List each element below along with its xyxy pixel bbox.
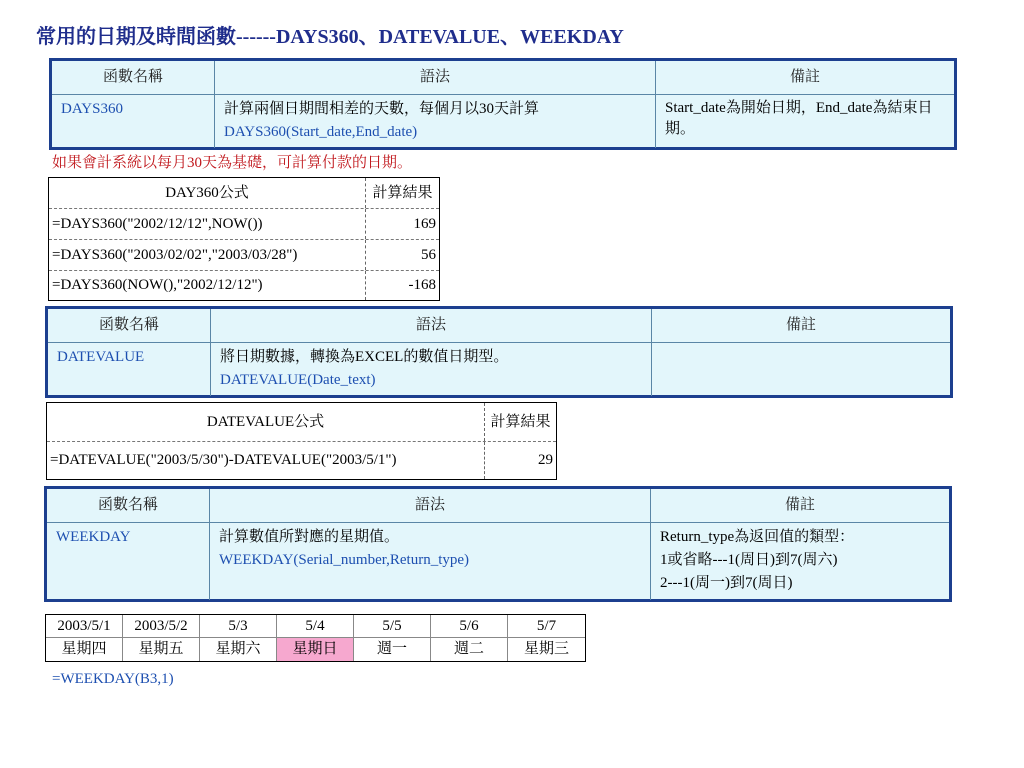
formula-cell: =DAYS360("2003/02/02","2003/03/28") bbox=[49, 240, 366, 270]
datevalue-info-table bbox=[45, 306, 953, 398]
date-cell: 5/5 bbox=[354, 615, 431, 638]
header-result: 計算結果 bbox=[490, 414, 551, 430]
weekday-info-table bbox=[44, 486, 952, 602]
table-header bbox=[49, 178, 439, 209]
date-cell: 5/4 bbox=[277, 615, 354, 638]
header-formula: DAY360公式 bbox=[49, 178, 366, 208]
func-remark: Start_date為開始日期，End_date為結束日期。 bbox=[665, 100, 933, 137]
table-header bbox=[47, 489, 949, 523]
formula-cell: =DAYS360(NOW(),"2002/12/12") bbox=[49, 271, 366, 300]
remark-cell bbox=[651, 523, 949, 600]
table-header bbox=[52, 61, 954, 95]
func-remark-line: 2---1(周一)到7(周日) bbox=[660, 575, 793, 591]
date-cell: 5/3 bbox=[200, 615, 277, 638]
table-row bbox=[49, 271, 439, 300]
header-formula: DATEVALUE公式 bbox=[47, 403, 485, 441]
result-cell: 56 bbox=[421, 247, 436, 263]
func-name: WEEKDAY bbox=[47, 523, 210, 600]
header-syntax: 語法 bbox=[210, 489, 651, 522]
days360-info-table bbox=[49, 58, 957, 150]
table-row bbox=[52, 95, 954, 148]
date-cell: 5/6 bbox=[431, 615, 508, 638]
func-syntax: WEEKDAY(Serial_number,Return_type) bbox=[219, 552, 470, 568]
table-header bbox=[48, 309, 950, 343]
days360-examples-table bbox=[48, 177, 440, 301]
weekday-cell: 星期六 bbox=[200, 638, 277, 661]
func-description: 計算兩個日期間相差的天數，每個月以30天計算 bbox=[224, 101, 540, 117]
table-row bbox=[49, 209, 439, 240]
table-row bbox=[47, 442, 556, 479]
syntax-cell bbox=[215, 95, 656, 148]
datevalue-examples-table bbox=[46, 402, 557, 480]
table-row bbox=[47, 523, 949, 600]
result-cell: -168 bbox=[408, 277, 436, 293]
date-cell: 2003/5/2 bbox=[123, 615, 200, 638]
weekday-cell: 星期五 bbox=[123, 638, 200, 661]
weekday-cell: 週二 bbox=[431, 638, 508, 661]
result-cell: 169 bbox=[413, 216, 436, 232]
page-title: 常用的日期及時間函數------DAYS360、DATEVALUE、WEEKDAY bbox=[36, 26, 624, 48]
header-syntax: 語法 bbox=[215, 61, 656, 94]
func-remark-line: 1或省略---1(周日)到7(周六) bbox=[660, 552, 838, 568]
formula-cell: =DAYS360("2002/12/12",NOW()) bbox=[49, 209, 366, 239]
weekday-formula: =WEEKDAY(B3,1) bbox=[52, 671, 174, 687]
table-row bbox=[48, 343, 950, 396]
header-remark: 備註 bbox=[785, 317, 816, 333]
date-cell: 2003/5/1 bbox=[46, 615, 123, 638]
func-remark bbox=[652, 343, 950, 396]
table-row bbox=[49, 240, 439, 271]
header-func-name: 函數名稱 bbox=[48, 309, 211, 342]
date-cell: 5/7 bbox=[508, 615, 585, 638]
func-name: DAYS360 bbox=[52, 95, 215, 148]
func-syntax: DATEVALUE(Date_text) bbox=[220, 372, 376, 388]
func-description: 將日期數據，轉換為EXCEL的數值日期型。 bbox=[220, 349, 509, 365]
header-result: 計算結果 bbox=[372, 185, 433, 201]
header-syntax: 語法 bbox=[211, 309, 652, 342]
result-cell: 29 bbox=[538, 452, 553, 468]
func-name: DATEVALUE bbox=[48, 343, 211, 396]
formula-cell: =DATEVALUE("2003/5/30")-DATEVALUE("2003/5/1") bbox=[47, 442, 485, 479]
header-remark: 備註 bbox=[789, 69, 820, 85]
func-remark-line: Return_type為返回值的類型： bbox=[660, 529, 855, 545]
table-header bbox=[47, 403, 556, 442]
header-func-name: 函數名稱 bbox=[47, 489, 210, 522]
weekday-cell: 星期三 bbox=[523, 641, 569, 657]
weekday-cell-highlighted: 星期日 bbox=[277, 638, 354, 661]
header-func-name: 函數名稱 bbox=[52, 61, 215, 94]
weekday-cell: 星期四 bbox=[46, 638, 123, 661]
weekday-grid bbox=[45, 614, 586, 662]
syntax-cell bbox=[211, 343, 652, 396]
syntax-cell bbox=[210, 523, 651, 600]
weekday-cell: 週一 bbox=[354, 638, 431, 661]
header-remark: 備註 bbox=[784, 497, 815, 513]
accounting-note: 如果會計系統以每月30天為基礎，可計算付款的日期。 bbox=[52, 155, 413, 171]
func-description: 計算數值所對應的星期值。 bbox=[219, 529, 400, 545]
func-syntax: DAYS360(Start_date,End_date) bbox=[224, 124, 418, 140]
